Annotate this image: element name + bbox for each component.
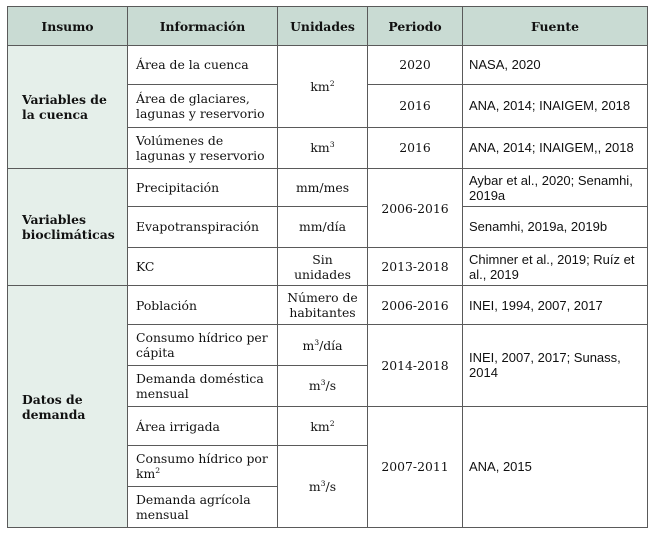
unit-cell: Sin unidades xyxy=(278,247,368,286)
unit-sup: 3 xyxy=(320,479,326,489)
period-cell: 2016 xyxy=(368,84,463,127)
unit-base: m xyxy=(308,479,321,495)
source-cell: ANA, 2014; INAIGEM,, 2018 xyxy=(463,127,648,169)
source-cell: ANA, 2015 xyxy=(463,406,648,527)
info-cell: Demanda agrícola mensual xyxy=(128,487,278,528)
header-periodo: Periodo xyxy=(368,7,463,46)
info-cell: Población xyxy=(128,286,278,325)
header-unidades: Unidades xyxy=(278,7,368,46)
info-cell: Evapotranspiración xyxy=(128,206,278,247)
data-table xyxy=(7,6,648,528)
info-cell: Volúmenes de lagunas y reservorio xyxy=(128,127,278,169)
period-cell: 2020 xyxy=(368,46,463,85)
info-cell: Área de la cuenca xyxy=(128,46,278,85)
source-cell: ANA, 2014; INAIGEM, 2018 xyxy=(463,84,648,127)
unit-base: km xyxy=(310,140,330,156)
unit-sup: 3 xyxy=(329,140,335,150)
unit-cell xyxy=(278,406,368,446)
unit-cell xyxy=(278,325,368,366)
info-base: Consumo hídrico por km xyxy=(136,451,268,482)
info-cell: Precipitación xyxy=(128,169,278,207)
source-cell: Chimner et al., 2019; Ruíz et al., 2019 xyxy=(463,247,648,286)
info-cell: Demanda doméstica mensual xyxy=(128,365,278,406)
unit-rest: /s xyxy=(325,479,337,495)
period-cell: 2013-2018 xyxy=(368,247,463,286)
unit-cell xyxy=(278,365,368,406)
header-fuente: Fuente xyxy=(463,7,648,46)
table-row xyxy=(8,46,648,85)
group-cuenca: Variables de la cuenca xyxy=(8,46,128,169)
unit-cell: mm/mes xyxy=(278,169,368,207)
info-cell: Área irrigada xyxy=(128,406,278,446)
table-row xyxy=(8,169,648,207)
source-cell: Aybar et al., 2020; Senamhi, 2019a xyxy=(463,169,648,207)
info-cell: Consumo hídrico per cápita xyxy=(128,325,278,366)
header-informacion: Información xyxy=(128,7,278,46)
unit-cell: Número de habitantes xyxy=(278,286,368,325)
period-cell: 2006-2016 xyxy=(368,169,463,247)
info-cell: Área de glaciares, lagunas y reservorio xyxy=(128,84,278,127)
unit-sup: 3 xyxy=(320,378,326,388)
unit-base: km xyxy=(310,418,330,434)
unit-cell: mm/día xyxy=(278,206,368,247)
period-cell: 2006-2016 xyxy=(368,286,463,325)
header-insumo: Insumo xyxy=(8,7,128,46)
unit-base: km xyxy=(310,78,330,94)
unit-sup: 3 xyxy=(314,337,320,347)
unit-cell xyxy=(278,446,368,528)
unit-sup: 2 xyxy=(329,418,335,428)
source-cell: INEI, 2007, 2017; Sunass, 2014 xyxy=(463,325,648,407)
unit-rest: /día xyxy=(319,337,343,353)
unit-cell xyxy=(278,46,368,128)
info-cell: KC xyxy=(128,247,278,286)
period-cell: 2007-2011 xyxy=(368,406,463,527)
source-cell: Senamhi, 2019a, 2019b xyxy=(463,206,648,247)
period-cell: 2016 xyxy=(368,127,463,169)
source-cell: INEI, 1994, 2007, 2017 xyxy=(463,286,648,325)
info-cell xyxy=(128,446,278,487)
source-cell: NASA, 2020 xyxy=(463,46,648,85)
group-bioclimaticas: Variables bioclimáticas xyxy=(8,169,128,286)
unit-base: m xyxy=(302,337,315,353)
unit-base: m xyxy=(308,378,321,394)
unit-cell xyxy=(278,127,368,169)
table-row xyxy=(8,286,648,325)
info-sup: 2 xyxy=(155,466,161,476)
unit-rest: /s xyxy=(325,378,337,394)
unit-sup: 2 xyxy=(329,78,335,88)
group-demanda: Datos de demanda xyxy=(8,286,128,528)
period-cell: 2014-2018 xyxy=(368,325,463,407)
header-row xyxy=(8,7,648,46)
